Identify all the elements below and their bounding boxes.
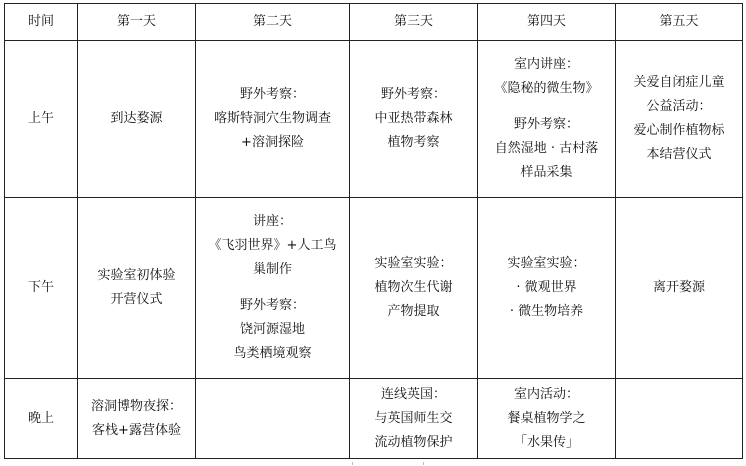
row-label-evening: 晚上 <box>5 379 78 459</box>
cell-afternoon-day4 <box>478 198 616 379</box>
cell-line: 样品采集 <box>520 165 573 180</box>
cell-afternoon-day2 <box>196 198 350 379</box>
row-afternoon <box>5 198 743 379</box>
cell-evening-day1 <box>78 379 196 459</box>
cell-line: 《飞羽世界》+人工鸟 <box>208 238 337 253</box>
header-day2: 第二天 <box>196 4 350 41</box>
cell-line: 到达婺源 <box>110 111 163 126</box>
cell-line: 室内活动： <box>513 386 579 402</box>
cell-line: 实验室实验： <box>374 256 453 271</box>
cell-line: 实验室实验： <box>507 256 586 271</box>
cell-line: 爱心制作植物标 <box>633 123 725 138</box>
header-time: 时间 <box>5 4 78 41</box>
cell-afternoon-day3 <box>350 198 478 379</box>
cell-line: 鸟类栖境观察 <box>233 346 312 361</box>
cell-evening-day5 <box>616 379 743 459</box>
cell-morning-day4 <box>478 41 616 198</box>
cell-line: 巢制作 <box>252 262 292 277</box>
cell-morning-day3 <box>350 41 478 198</box>
cell-line: 野外考察： <box>513 117 579 132</box>
cell-line: 喀斯特洞穴生物调查 <box>213 111 331 126</box>
cell-line: · 微观世界 <box>516 280 577 295</box>
cell-evening-day4 <box>478 379 616 459</box>
cell-line: 本结营仪式 <box>646 147 712 162</box>
header-day4: 第四天 <box>478 4 616 41</box>
page-crop-mark <box>352 462 424 465</box>
cell-morning-day2 <box>196 41 350 198</box>
cell-line: 与英国师生交 <box>374 410 453 426</box>
cell-afternoon-day1 <box>78 198 196 379</box>
cell-line: 「水果传」 <box>513 434 579 450</box>
cell-line: · 微生物培养 <box>509 304 584 319</box>
header-day1: 第一天 <box>78 4 196 41</box>
cell-evening-day2 <box>196 379 350 459</box>
cell-line: 溶洞博物夜探： <box>90 398 182 414</box>
header-row <box>5 4 743 41</box>
paragraph-gap <box>482 101 611 113</box>
cell-line: 公益活动： <box>646 99 712 114</box>
cell-line: 植物考察 <box>387 135 440 150</box>
header-day5: 第五天 <box>616 4 743 41</box>
cell-line: 开营仪式 <box>110 292 163 307</box>
row-label-afternoon: 下午 <box>5 198 78 379</box>
cell-line: 连线英国： <box>380 386 446 402</box>
cell-evening-day3 <box>350 379 478 459</box>
cell-line: 实验室初体验 <box>97 268 176 283</box>
cell-line: 餐桌植物学之 <box>507 410 586 426</box>
row-label-morning: 上午 <box>5 41 78 198</box>
cell-line: 野外考察： <box>239 87 305 102</box>
row-evening <box>5 379 743 459</box>
cell-line: 流动植物保护 <box>374 434 453 450</box>
cell-line: 讲座： <box>252 214 292 229</box>
cell-morning-day5 <box>616 41 743 198</box>
cell-line: 野外考察： <box>380 87 446 102</box>
cell-line: 《隐秘的微生物》 <box>494 81 599 96</box>
cell-morning-day1 <box>78 41 196 198</box>
cell-line: 室内讲座： <box>513 57 579 72</box>
cell-afternoon-day5 <box>616 198 743 379</box>
cell-line: 客栈+露营体验 <box>92 422 181 438</box>
cell-line: 饶河源湿地 <box>239 322 305 337</box>
cell-line: +溶洞探险 <box>241 135 304 150</box>
paragraph-gap <box>200 282 345 294</box>
schedule-table <box>4 3 743 459</box>
row-morning <box>5 41 743 198</box>
cell-line: 中亚热带森林 <box>374 111 453 126</box>
cell-line: 植物次生代谢 <box>374 280 453 295</box>
cell-line: 野外考察： <box>239 298 305 313</box>
cell-line: 自然湿地 · 古村落 <box>494 141 599 156</box>
cell-line: 离开婺源 <box>652 280 705 295</box>
cell-line: 关爱自闭症儿童 <box>633 75 725 90</box>
header-day3: 第三天 <box>350 4 478 41</box>
cell-line: 产物提取 <box>387 304 440 319</box>
